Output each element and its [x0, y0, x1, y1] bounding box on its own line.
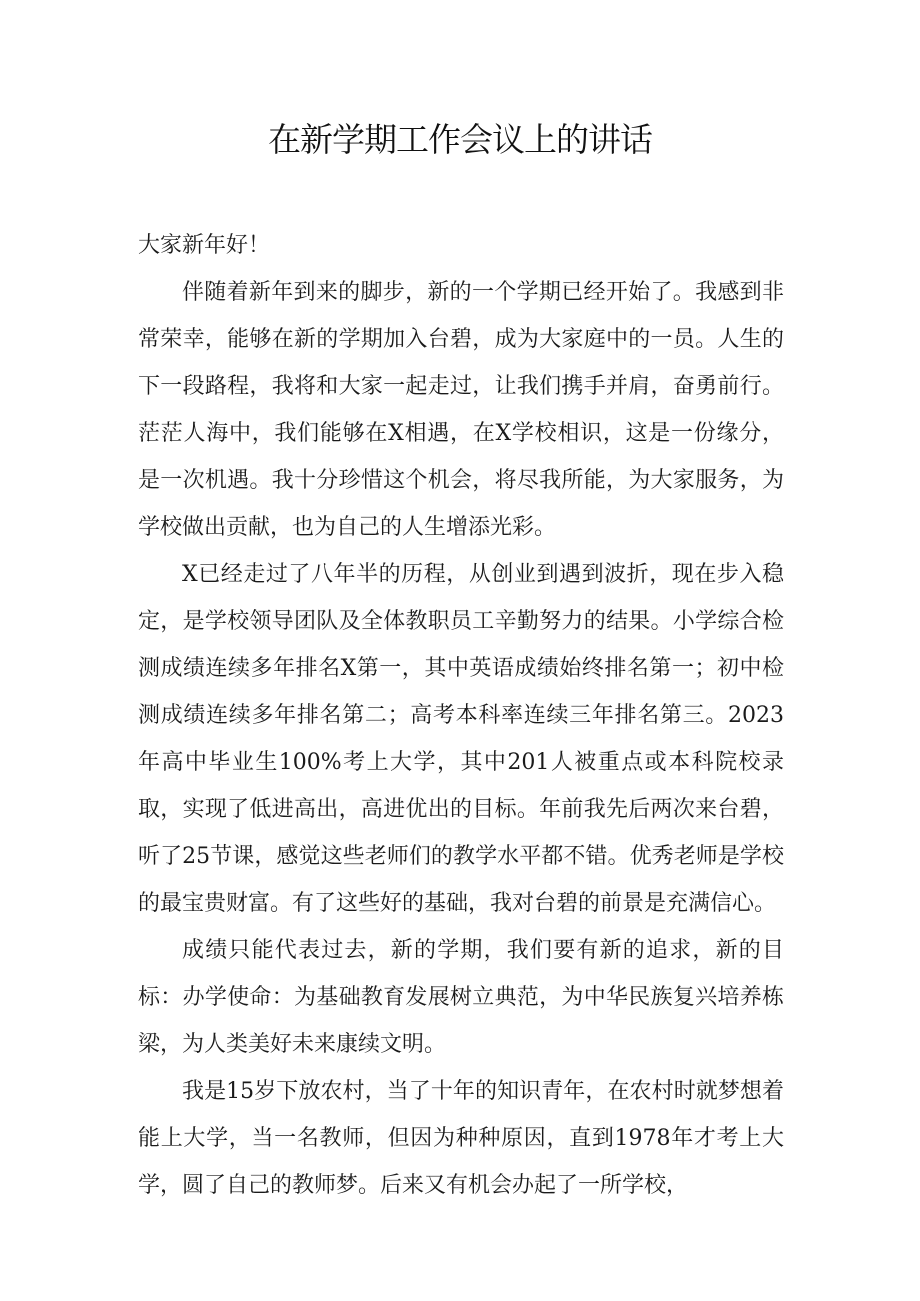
document-body [138, 222, 784, 1209]
document-title: 在新学期工作会议上的讲话 [268, 120, 652, 159]
paragraph-2: X已经走过了八年半的历程，从创业到遇到波折，现在步入稳定，是学校领导团队及全体教职员工辛勤努力的结果。小学综合检测成绩连续多年排名X第一，其中英语成绩始终排名第一；初中检测成绩连续多年排名第二；高考本科率连续三年排名第三。2023年高中毕业生100%考上大学，其中201人被重点或本科院校录取，实现了低进高出，高进优出的目标。年前我先后两次来台碧，听了25节课，感觉这些老师们的教学水平都不错。优秀老师是学校的最宝贵财富。有了这些好的基础，我对台碧的前景是充满信心。 [138, 562, 784, 916]
paragraph-1: 伴随着新年到来的脚步，新的一个学期已经开始了。我感到非常荣幸，能够在新的学期加入台碧，成为大家庭中的一员。人生的下一段路程，我将和大家一起走过，让我们携手并肩，奋勇前行。茫茫人海中，我们能够在X相遇，在X学校相识，这是一份缘分，是一次机遇。我十分珍惜这个机会，将尽我所能，为大家服务，为学校做出贡献，也为自己的人生增添光彩。 [138, 280, 784, 540]
greeting-line: 大家新年好！ [138, 233, 271, 258]
paragraph-3: 成绩只能代表过去，新的学期，我们要有新的追求，新的目标：办学使命：为基础教育发展树立典范，为中华民族复兴培养栋梁，为人类美好未来康续文明。 [138, 938, 784, 1057]
paragraph-4: 我是15岁下放农村，当了十年的知识青年，在农村时就梦想着能上大学，当一名教师，但因为种种原因，直到1978年才考上大学，圆了自己的教师梦。后来又有机会办起了一所学校， [138, 1079, 784, 1198]
